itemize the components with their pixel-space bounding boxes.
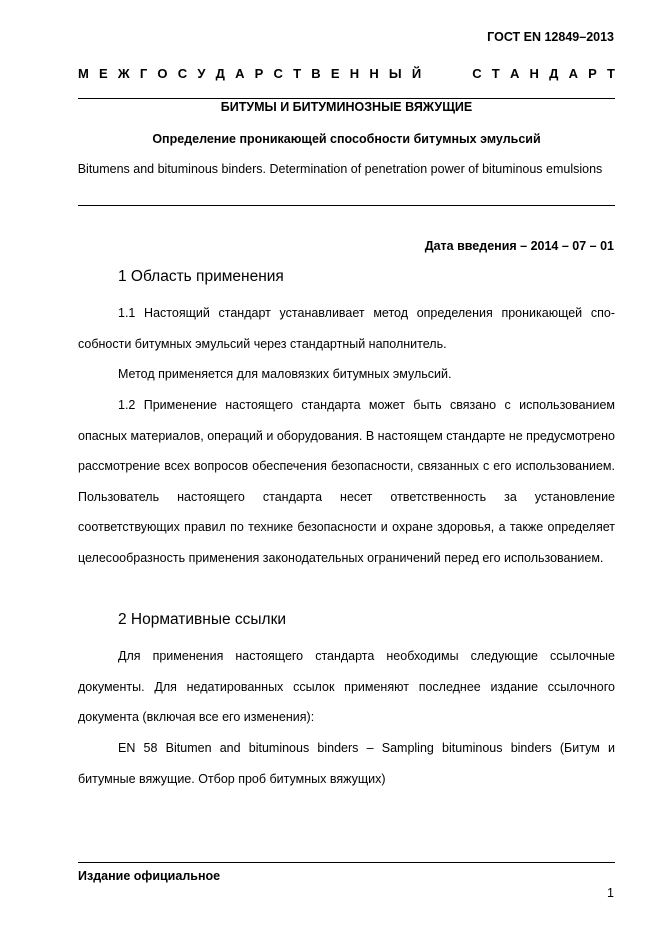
- document-title: БИТУМЫ И БИТУМИНОЗНЫЕ ВЯЖУЩИЕ: [220, 100, 473, 114]
- official-edition-label: Издание официальное: [78, 869, 221, 883]
- document-code: ГОСТ EN 12849–2013: [487, 30, 614, 44]
- section-heading-references: 2 Нормативные ссылки: [118, 611, 287, 628]
- paragraph-references-intro: Для применения настоящего стандарта необходимы следующие ссылочные документы. Для недатированных ссылок применяют последнее издание ссылочного документа (включая все его изменения):: [78, 649, 615, 724]
- section-heading-scope: 1 Область применения: [118, 268, 284, 285]
- standard-type-label: [78, 66, 615, 81]
- page-number: 1: [607, 886, 614, 900]
- header-separator-line: [78, 205, 615, 206]
- footer-separator-line: [78, 862, 615, 863]
- effective-date: Дата введения – 2014 – 07 – 01: [424, 239, 614, 253]
- document-subtitle: Определение проникающей способности битумных эмульсий: [152, 132, 541, 146]
- paragraph-scope-method: Метод применяется для маловязких битумных эмульсий.: [118, 367, 452, 381]
- paragraph-scope-1-1: 1.1 Настоящий стандарт устанавливает метод определения проникающей способности битумных эмульсий через стандартный наполнитель.: [78, 306, 615, 351]
- standard-type-text: М Е Ж Г О С У Д А Р С Т В Е Н Н Ы Й С Т А Н Д А Р Т: [78, 66, 615, 81]
- title-divider: [78, 98, 615, 99]
- paragraph-scope-1-2: 1.2 Применение настоящего стандарта может быть связано с использованием опасных материалов, операций и оборудования. В настоящем стандарте не предусмотрено рассмотрение всех вопросов обеспечения безопасности, связанных с его использованием. Пользователь настоящего стандарта несет ответственность за установление соответствующих правил по технике безопасности и охране здоровья, а также определяет целесообразность применения законодательных ограничений перед его использованием.: [78, 398, 615, 565]
- document-title-english: Bitumens and bituminous binders. Determination of penetration power of bituminous emulsions: [77, 162, 603, 176]
- paragraph-reference-en58: EN 58 Bitumen and bituminous binders – Sampling bituminous binders (Битум и битумные вяжущие. Отбор проб битумных вяжущих): [78, 741, 615, 786]
